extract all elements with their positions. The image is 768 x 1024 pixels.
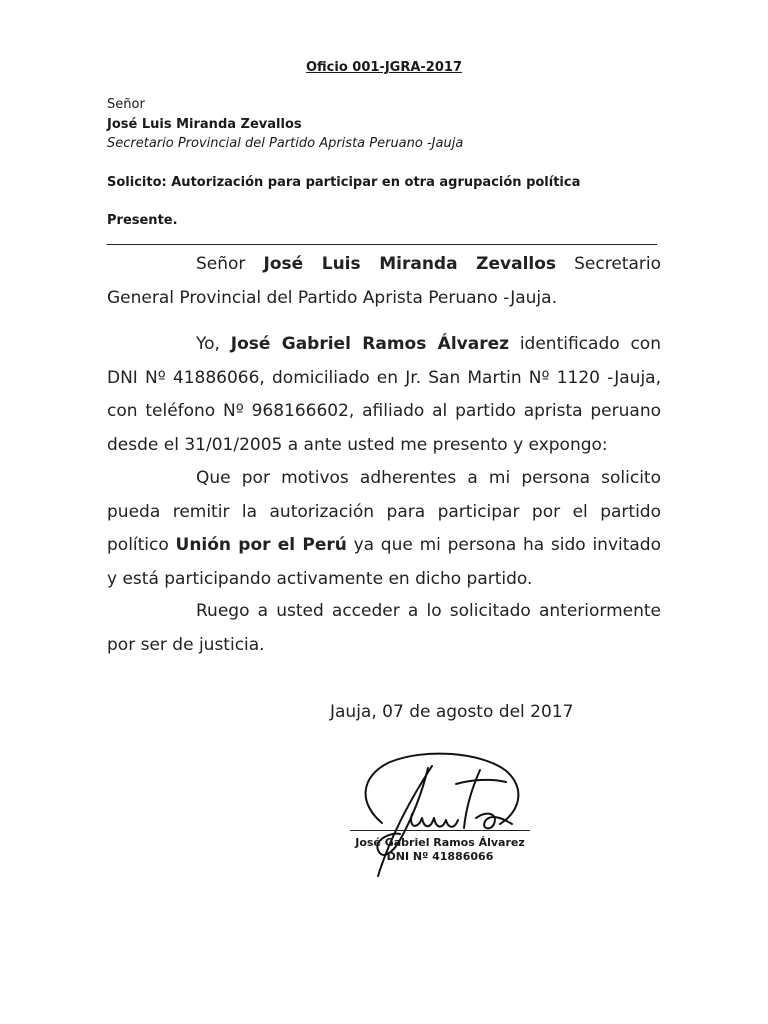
party-name: Unión por el Perú xyxy=(175,535,347,555)
paragraph-greeting: Señor José Luis Miranda Zevallos Secretario General Provincial del Partido Aprista Peruano -Jauja. xyxy=(107,254,661,308)
date-line: Jauja, 07 de agosto del 2017 xyxy=(330,702,574,722)
signer-name: José Gabriel Ramos Álvarez xyxy=(355,836,525,849)
recipient-name: José Luis Miranda Zevallos xyxy=(107,117,302,132)
document-title: Oficio 001-JGRA-2017 xyxy=(306,60,462,75)
header-divider xyxy=(107,244,657,245)
subject-text: Autorización para participar en otra agrupación política xyxy=(171,175,581,190)
signature-line xyxy=(350,830,530,831)
addressee-name: José Luis Miranda Zevallos xyxy=(263,254,557,274)
recipient-role: Secretario Provincial del Partido Aprista Peruano -Jauja xyxy=(107,136,464,151)
subject-label: Solicito: xyxy=(107,175,167,190)
applicant-name: José Gabriel Ramos Álvarez xyxy=(230,334,510,354)
paragraph-request: Que por motivos adherentes a mi persona solicito pueda remitir la autorización para participar por el partido político Unión por el Perú ya que mi persona ha sido invitado y está participando activamente en dicho partido. xyxy=(107,468,661,589)
signer-dni: DNI Nº 41886066 xyxy=(386,850,494,863)
paragraph-closing: Ruego a usted acceder a lo solicitado anteriormente por ser de justicia. xyxy=(107,601,661,655)
salutation: Señor xyxy=(107,97,145,112)
subject-line xyxy=(107,174,580,192)
paragraph-identification: Yo, José Gabriel Ramos Álvarez identificado con DNI Nº 41886066, domiciliado en Jr. San Martin Nº 1120 -Jauja, con teléfono Nº 968166602, afiliado al partido aprista peruano desde el 31/01/2005 a ante usted me presento y expongo: xyxy=(107,334,661,455)
presente-line: Presente. xyxy=(107,213,178,228)
